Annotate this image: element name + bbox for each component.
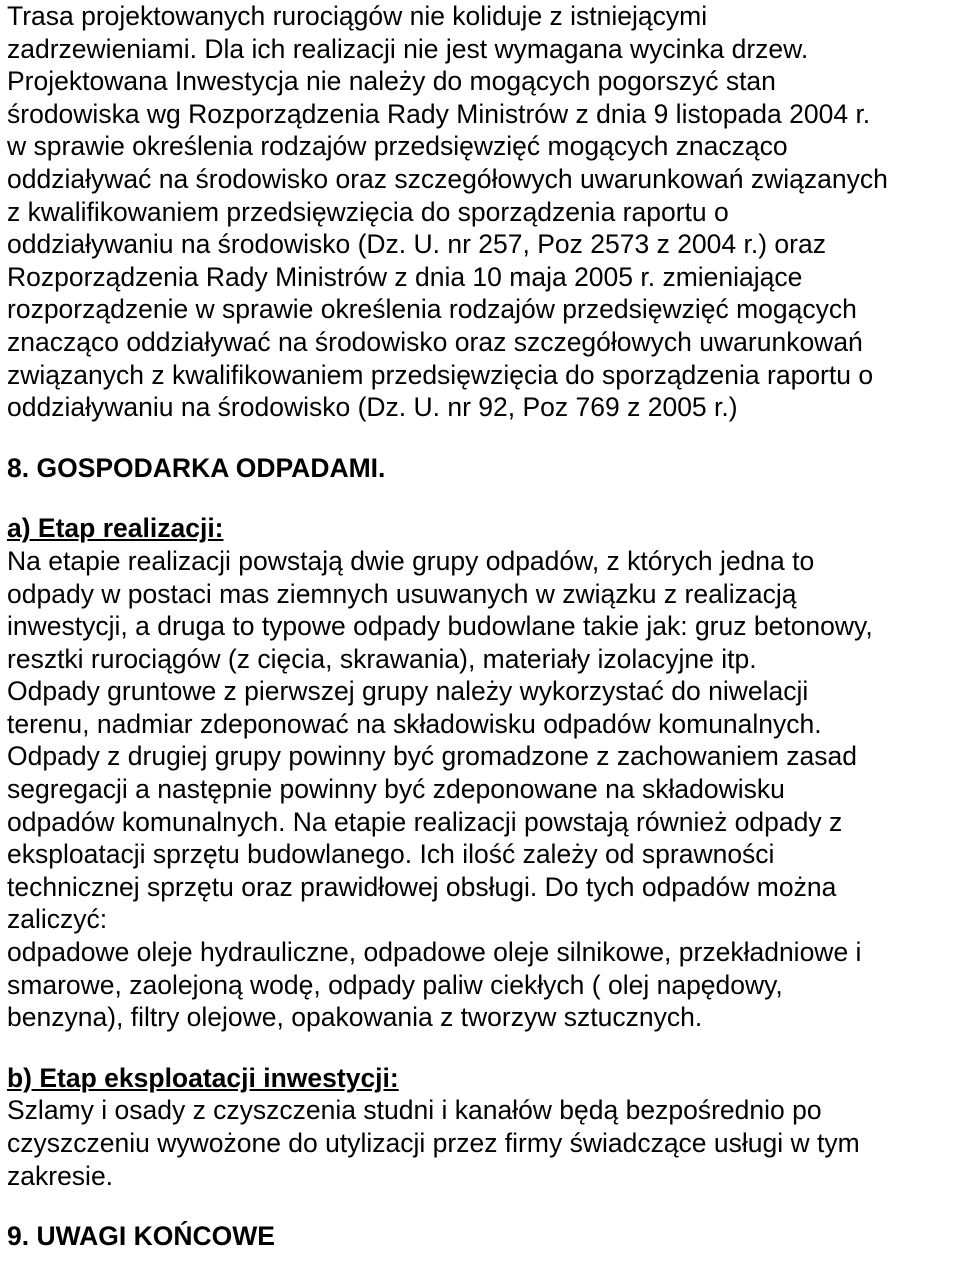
text-line: związanych z kwalifikowaniem przedsięwzięcia do sporządzenia raportu o bbox=[7, 359, 874, 390]
text-line: odpady w postaci mas ziemnych usuwanych w związku z realizacją bbox=[7, 578, 797, 609]
text-line: z kwalifikowaniem przedsięwzięcia do sporządzenia raportu o bbox=[7, 196, 729, 227]
text-line: zakresie. bbox=[7, 1160, 114, 1191]
text-line: Na etapie realizacji powstają dwie grupy odpadów, z których jedna to bbox=[7, 545, 815, 576]
subsection-a-heading: a) Etap realizacji: bbox=[7, 513, 224, 544]
text-line: oddziaływaniu na środowisko (Dz. U. nr 257, Poz 2573 z 2004 r.) oraz bbox=[7, 229, 826, 260]
text-line: odpadów komunalnych. Na etapie realizacji powstają również odpady z bbox=[7, 806, 843, 837]
text-line: odpadowe oleje hydrauliczne, odpadowe oleje silnikowe, przekładniowe i bbox=[7, 937, 862, 968]
text-line: zaliczyć: bbox=[7, 904, 108, 935]
text-line: Odpady gruntowe z pierwszej grupy należy wykorzystać do niwelacji bbox=[7, 676, 809, 707]
text-line: czyszczeniu wywożone do utylizacji przez firmy świadczące usługi w tym bbox=[7, 1128, 860, 1158]
subsection-a-paragraph bbox=[7, 545, 957, 1034]
text-line: oddziaływać na środowisko oraz szczegółowych uwarunkowań związanych bbox=[7, 163, 888, 194]
text-line: smarowe, zaolejoną wodę, odpady paliw ciekłych ( olej napędowy, bbox=[7, 969, 783, 1000]
text-line: benzyna), filtry olejowe, opakowania z tworzyw sztucznych. bbox=[7, 1002, 703, 1033]
text-line: resztki rurociągów (z cięcia, skrawania), materiały izolacyjne itp. bbox=[7, 643, 757, 674]
text-line: Rozporządzenia Rady Ministrów z dnia 10 maja 2005 r. zmieniające bbox=[7, 261, 803, 292]
text-line: oddziaływaniu na środowisko (Dz. U. nr 92, Poz 769 z 2005 r.) bbox=[7, 392, 738, 423]
text-line: w sprawie określenia rodzajów przedsięwzięć mogących znacząco bbox=[7, 131, 788, 162]
text-line: znacząco oddziaływać na środowisko oraz szczegółowych uwarunkowań bbox=[7, 326, 863, 357]
text-line: inwestycji, a druga to typowe odpady budowlane takie jak: gruz betonowy, bbox=[7, 611, 873, 642]
text-line: segregacji a następnie powinny być zdeponowane na składowisku bbox=[7, 774, 785, 805]
text-line: technicznej sprzętu oraz prawidłowej obsługi. Do tych odpadów można bbox=[7, 871, 837, 902]
text-line: eksploatacji sprzętu budowlanego. Ich ilość zależy od sprawności bbox=[7, 839, 775, 870]
text-line: Projektowana Inwestycja nie należy do mogących pogorszyć stan bbox=[7, 66, 776, 97]
text-line: zadrzewieniami. Dla ich realizacji nie jest wymagana wycinka drzew. bbox=[7, 33, 809, 64]
intro-paragraph bbox=[7, 0, 957, 424]
text-line: rozporządzenie w sprawie określenia rodzajów przedsięwzięć mogących bbox=[7, 294, 857, 325]
text-line: Trasa projektowanych rurociągów nie koliduje z istniejącymi bbox=[7, 1, 708, 31]
subsection-b-heading: b) Etap eksploatacji inwestycji: bbox=[7, 1062, 399, 1093]
text-line: Szlamy i osady z czyszczenia studni i kanałów będą bezpośrednio po bbox=[7, 1095, 822, 1126]
text-line: terenu, nadmiar zdeponować na składowisku odpadów komunalnych. bbox=[7, 708, 822, 739]
document-page bbox=[7, 0, 957, 1253]
section-8-heading: 8. GOSPODARKA ODPADAMI. bbox=[7, 452, 386, 483]
subsection-b-paragraph bbox=[7, 1094, 957, 1192]
text-line: środowiska wg Rozporządzenia Rady Ministrów z dnia 9 listopada 2004 r. bbox=[7, 98, 871, 129]
text-line: Odpady z drugiej grupy powinny być gromadzone z zachowaniem zasad bbox=[7, 741, 857, 772]
section-9-heading: 9. UWAGI KOŃCOWE bbox=[7, 1221, 275, 1252]
